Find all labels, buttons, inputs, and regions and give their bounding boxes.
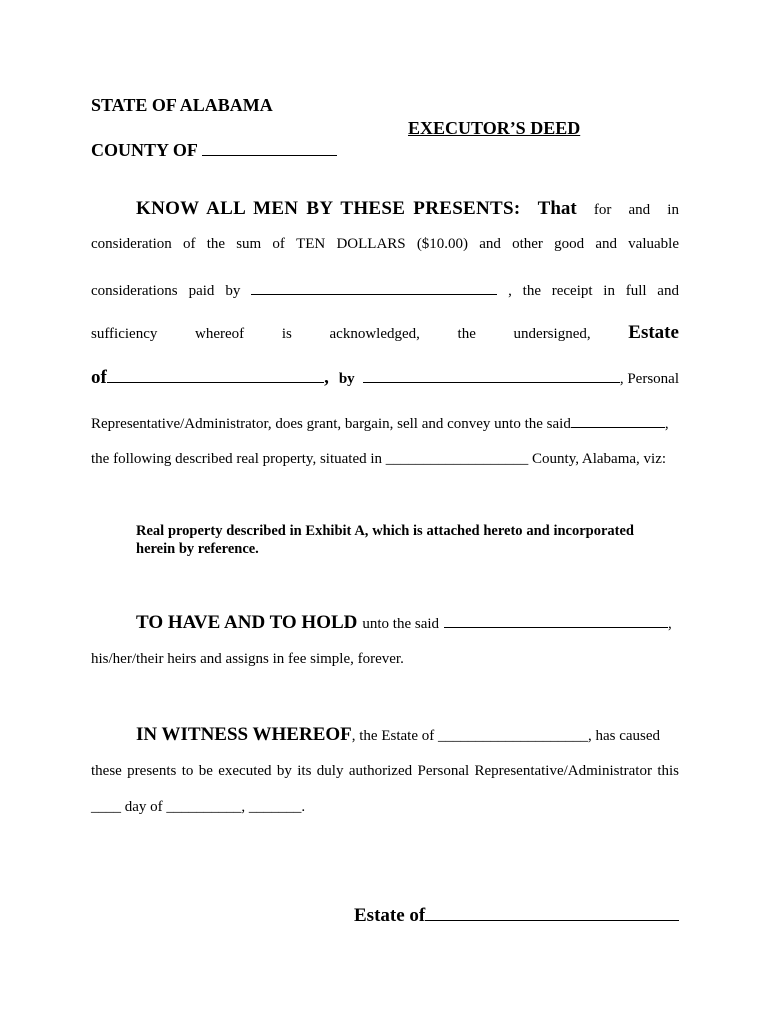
word: sufficiency bbox=[91, 326, 158, 342]
word: the bbox=[457, 326, 476, 342]
word: of bbox=[272, 236, 285, 252]
sufficiency-line bbox=[91, 322, 679, 344]
signature-blank bbox=[425, 906, 679, 921]
consideration-line bbox=[91, 236, 679, 253]
word: ($10.00) bbox=[416, 236, 469, 252]
line1-word: for bbox=[593, 202, 612, 218]
witness-text: , the Estate of ____________________, has caused bbox=[351, 728, 661, 744]
word: and bbox=[595, 236, 617, 252]
word: undersigned, bbox=[513, 326, 591, 342]
word: acknowledged, bbox=[329, 326, 420, 342]
word: and bbox=[479, 236, 501, 252]
that-word: That bbox=[537, 198, 577, 219]
signature-block bbox=[354, 905, 679, 927]
signature-label: Estate of bbox=[354, 905, 426, 926]
county-blank bbox=[202, 141, 337, 156]
unto-said: unto the said bbox=[362, 616, 440, 632]
word: other bbox=[512, 236, 543, 252]
word: is bbox=[281, 326, 292, 342]
representative-blank bbox=[363, 368, 620, 383]
heirs-line: his/her/their heirs and assigns in fee simple, forever. bbox=[91, 651, 404, 667]
payer-blank bbox=[251, 280, 497, 295]
word: valuable bbox=[628, 236, 679, 252]
in-witness-heading: IN WITNESS WHEREOF bbox=[136, 724, 352, 745]
word: considerations bbox=[91, 283, 178, 299]
word: TEN bbox=[296, 236, 326, 252]
receipt-text: , the receipt in full and bbox=[508, 283, 679, 299]
county-heading bbox=[91, 140, 337, 161]
personal-word: , Personal bbox=[619, 371, 679, 387]
witness-line bbox=[136, 724, 679, 746]
word: DOLLARS bbox=[336, 236, 406, 252]
know-all-line bbox=[136, 198, 679, 220]
of-by-line bbox=[91, 367, 679, 389]
document-title: EXECUTOR’S DEED bbox=[408, 118, 581, 138]
word: by bbox=[225, 283, 241, 299]
habendum-line bbox=[136, 612, 672, 634]
by-word: by bbox=[338, 371, 355, 387]
of-word: of bbox=[91, 367, 107, 388]
executed-line: these presents to be executed by its duly authorized Personal Representative/Administrator this bbox=[91, 763, 679, 779]
grantee-name-blank bbox=[444, 613, 668, 628]
state-heading: STATE OF ALABAMA bbox=[91, 95, 273, 115]
comma: , bbox=[668, 616, 672, 632]
word: sum bbox=[236, 236, 262, 252]
word: whereof bbox=[195, 326, 245, 342]
word: good bbox=[554, 236, 585, 252]
know-all-heading: KNOW ALL MEN BY THESE PRESENTS: bbox=[136, 198, 521, 219]
estate-name-blank bbox=[107, 368, 324, 383]
paid-by-line bbox=[91, 280, 679, 300]
grantee-blank bbox=[571, 413, 665, 428]
grant-line: Representative/Administrator, does grant, bargain, sell and convey unto the said , bbox=[91, 413, 669, 433]
grant-text: Representative/Administrator, does grant, bargain, sell and convey unto the said bbox=[91, 416, 571, 432]
to-have-heading: TO HAVE AND TO HOLD bbox=[136, 612, 358, 633]
word: paid bbox=[188, 283, 215, 299]
line1-word: in bbox=[667, 202, 679, 218]
comma: , bbox=[324, 367, 329, 388]
estate-word: Estate bbox=[628, 322, 679, 343]
property-line: the following described real property, situated in ___________________ County, Alabama, viz: bbox=[91, 451, 667, 467]
county-label: COUNTY OF bbox=[91, 140, 198, 160]
date-line: ____ day of __________, _______. bbox=[91, 799, 306, 815]
word: consideration bbox=[91, 236, 172, 252]
word: of bbox=[183, 236, 196, 252]
exhibit-paragraph: Real property described in Exhibit A, which is attached hereto and incorporated herein by reference. bbox=[136, 523, 634, 557]
word: the bbox=[206, 236, 226, 252]
line1-word: and bbox=[628, 202, 651, 218]
